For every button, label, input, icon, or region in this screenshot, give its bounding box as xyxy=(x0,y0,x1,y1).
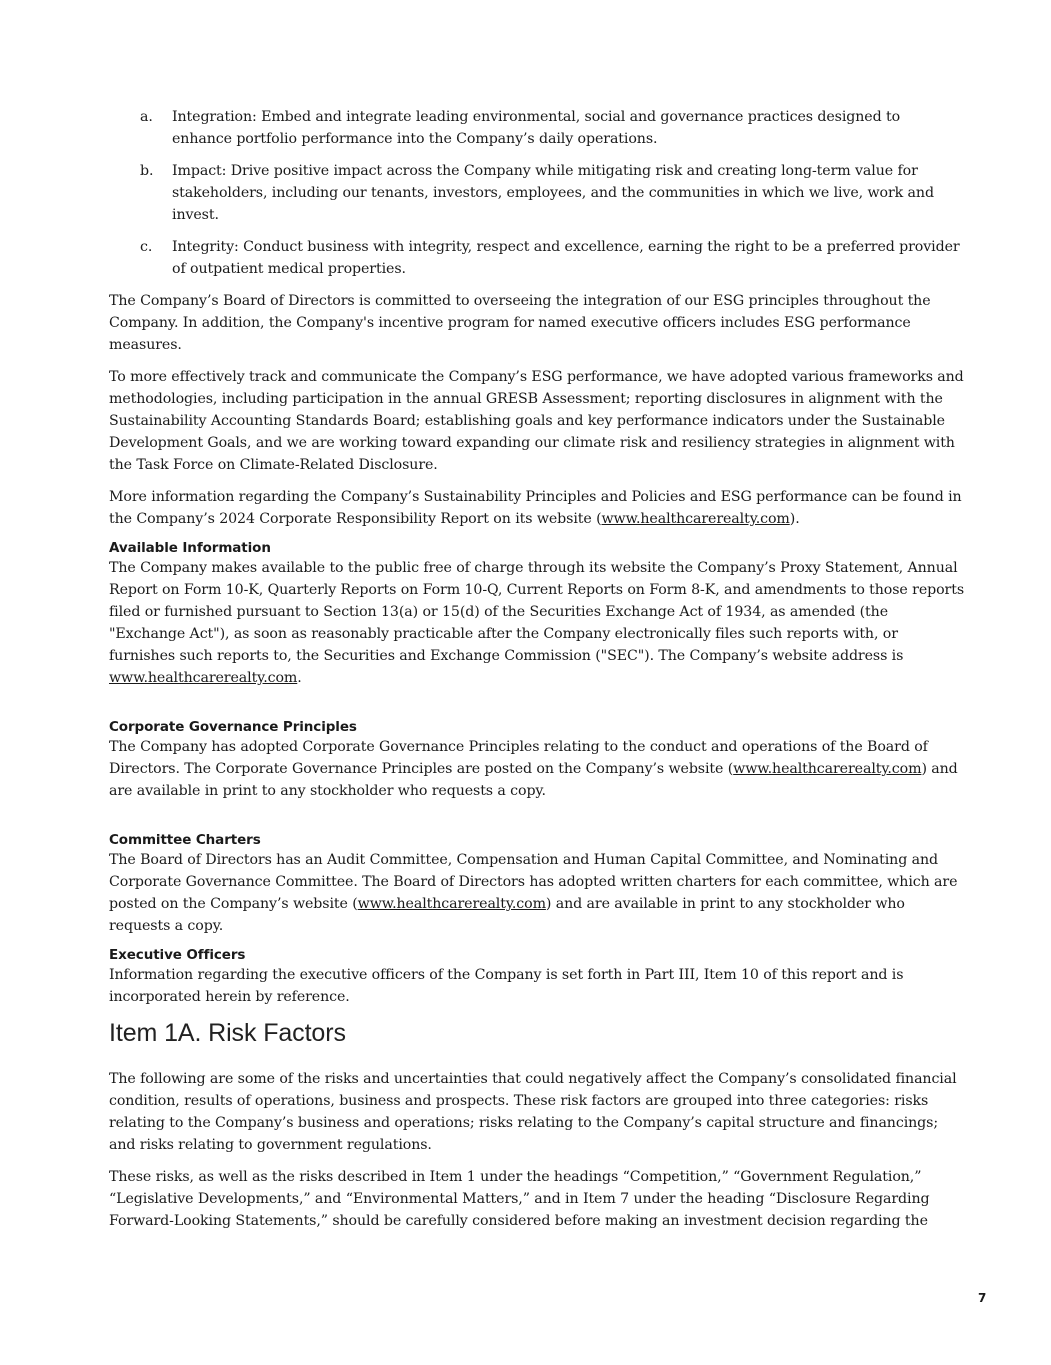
website-link[interactable]: www.healthcarerealty.com xyxy=(733,761,922,777)
governance-paragraph xyxy=(109,736,964,802)
committee-charters-section xyxy=(109,832,964,937)
executive-officers-section xyxy=(109,947,964,1008)
available-information-paragraph xyxy=(109,557,964,689)
list-marker: b. xyxy=(140,163,154,179)
more-info-paragraph xyxy=(109,486,964,530)
governance-text: The Company has adopted Corporate Governance Principles relating to the conduct and operations of the Board of Directors. The Corporate Governance Principles are posted on the Company’s website ( xyxy=(109,739,928,777)
list-marker: a. xyxy=(140,109,153,125)
committee-charters-text: The Board of Directors has an Audit Committee, Compensation and Human Capital Committee, and Nominating and Corporate Governance Committee. The Board of Directors has adopted written charters for each committee, which are posted on the Company’s website ( xyxy=(109,852,958,912)
list-item xyxy=(109,160,964,226)
list-item xyxy=(109,236,964,280)
executive-officers-paragraph: Information regarding the executive officers of the Company is set forth in Part III, Item 10 of this report and is incorporated herein by reference. xyxy=(109,967,904,1005)
list-marker: c. xyxy=(140,239,153,255)
governance-heading: Corporate Governance Principles xyxy=(109,719,357,735)
risk-factors-paragraph: These risks, as well as the risks described in Item 1 under the headings “Competition,” “Government Regulation,” “Legislative Developments,” and “Environmental Matters,” and in Item 7 under the heading “Disclosure Regarding Forward-Looking Statements,” should be carefully considered before making an investment decision regarding the xyxy=(109,1169,930,1229)
executive-officers-heading: Executive Officers xyxy=(109,947,246,963)
available-information-section xyxy=(109,540,964,689)
risk-factors-paragraph: The following are some of the risks and uncertainties that could negatively affect the Company’s consolidated financial condition, results of operations, business and prospects. These risk factors are grouped into three categories: risks relating to the Company’s business and operations; risks relating to the Company’s capital structure and financings; and risks relating to government regulations. xyxy=(109,1071,957,1153)
more-info-text-end: ). xyxy=(789,511,800,527)
document-page xyxy=(109,106,964,1242)
website-link[interactable]: www.healthcarerealty.com xyxy=(601,511,790,527)
list-item-text: Impact: Drive positive impact across the Company while mitigating risk and creating long-term value for stakeholders, including our tenants, investors, employees, and the communities in which we live, work and invest. xyxy=(172,163,934,223)
available-information-heading: Available Information xyxy=(109,540,271,556)
list-item xyxy=(109,106,964,150)
website-link[interactable]: www.healthcarerealty.com xyxy=(109,670,298,686)
website-link[interactable]: www.healthcarerealty.com xyxy=(357,896,546,912)
committee-charters-heading: Committee Charters xyxy=(109,832,261,848)
esg-principles-list xyxy=(109,106,964,280)
governance-section xyxy=(109,719,964,802)
more-info-text: More information regarding the Company’s Sustainability Principles and Policies and ESG performance can be found in the Company’s 2024 Corporate Responsibility Report on its website ( xyxy=(109,489,962,527)
list-item-text: Integration: Embed and integrate leading environmental, social and governance practices designed to enhance portfolio performance into the Company’s daily operations. xyxy=(172,109,901,147)
board-paragraph: The Company’s Board of Directors is committed to overseeing the integration of our ESG principles throughout the Company. In addition, the Company's incentive program for named executive officers includes ESG performance measures. xyxy=(109,293,931,353)
available-information-text: The Company makes available to the public free of charge through its website the Company’s Proxy Statement, Annual Report on Form 10-K, Quarterly Reports on Form 10-Q, Current Reports on Form 8-K, and amendments to those reports filed or furnished pursuant to Section 13(a) or 15(d) of the Securities Exchange Act of 1934, as amended (the "Exchange Act"), as soon as reasonably practicable after the Company electronically files such reports with, or furnishes such reports to, the Securities and Exchange Commission ("SEC"). The Company’s website address is xyxy=(109,560,965,664)
committee-charters-text-end: ) and are available in print to any stockholder who requests a copy. xyxy=(109,896,905,934)
frameworks-paragraph: To more effectively track and communicate the Company’s ESG performance, we have adopted various frameworks and methodologies, including participation in the annual GRESB Assessment; reporting disclosures in alignment with the Sustainability Accounting Standards Board; establishing goals and key performance indicators under the Sustainable Development Goals, and we are working toward expanding our climate risk and resiliency strategies in alignment with the Task Force on Climate-Related Disclosure. xyxy=(109,369,964,473)
available-information-text-end: . xyxy=(297,670,302,686)
page-number: 7 xyxy=(978,1291,987,1305)
risk-factors-heading: Item 1A. Risk Factors xyxy=(109,1019,346,1047)
committee-charters-paragraph xyxy=(109,849,964,937)
list-item-text: Integrity: Conduct business with integrity, respect and excellence, earning the right to be a preferred provider of outpatient medical properties. xyxy=(172,239,960,277)
governance-text-end: ) and are available in print to any stockholder who requests a copy. xyxy=(109,761,958,799)
